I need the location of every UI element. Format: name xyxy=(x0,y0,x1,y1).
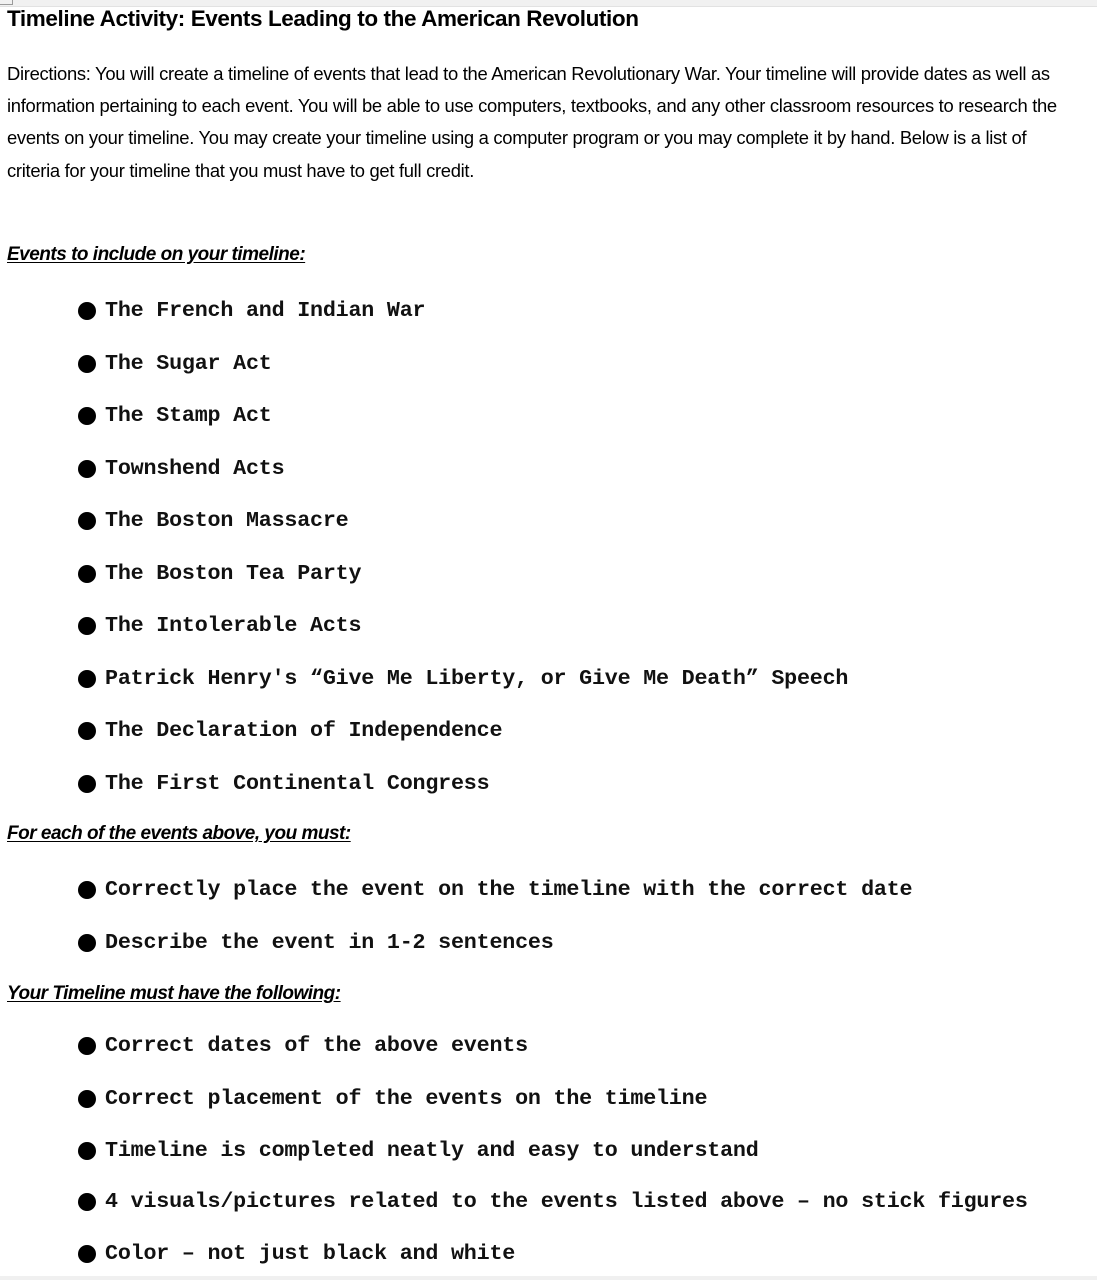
bullet-icon xyxy=(78,407,96,425)
bullet-icon xyxy=(78,1193,96,1211)
bullet-icon xyxy=(78,881,96,899)
bullet-icon xyxy=(78,1037,96,1055)
directions-paragraph: Directions: You will create a timeline of events that lead to the American Revolutionary War. Your timeline will provide dates as well as information pertaining to each event. You will be able to use computers, textbooks, and any other classroom resources to research the events on your timeline. You may create your timeline using a computer program or you may complete it by hand. Below is a list of criteria for your timeline that you must have to get full credit. xyxy=(7,63,1057,181)
bullet-icon xyxy=(78,1245,96,1263)
bullet-icon xyxy=(78,775,96,793)
bullet-icon xyxy=(78,1142,96,1160)
bullet-icon xyxy=(78,1090,96,1108)
document-title: Timeline Activity: Events Leading to the American Revolution xyxy=(7,6,639,31)
bullet-icon xyxy=(78,565,96,583)
timeline-criteria-section-heading: Your Timeline must have the following: xyxy=(7,983,341,1004)
bullet-icon xyxy=(78,355,96,373)
page-bottom-edge xyxy=(0,1276,1097,1280)
requirements-section-heading: For each of the events above, you must: xyxy=(7,823,351,844)
bullet-icon xyxy=(78,934,96,952)
bullet-icon xyxy=(78,617,96,635)
bullet-icon xyxy=(78,722,96,740)
events-section-heading: Events to include on your timeline: xyxy=(7,244,306,265)
bullet-icon xyxy=(78,302,96,320)
bullet-icon xyxy=(78,460,96,478)
bullet-icon xyxy=(78,512,96,530)
bullet-icon xyxy=(78,670,96,688)
